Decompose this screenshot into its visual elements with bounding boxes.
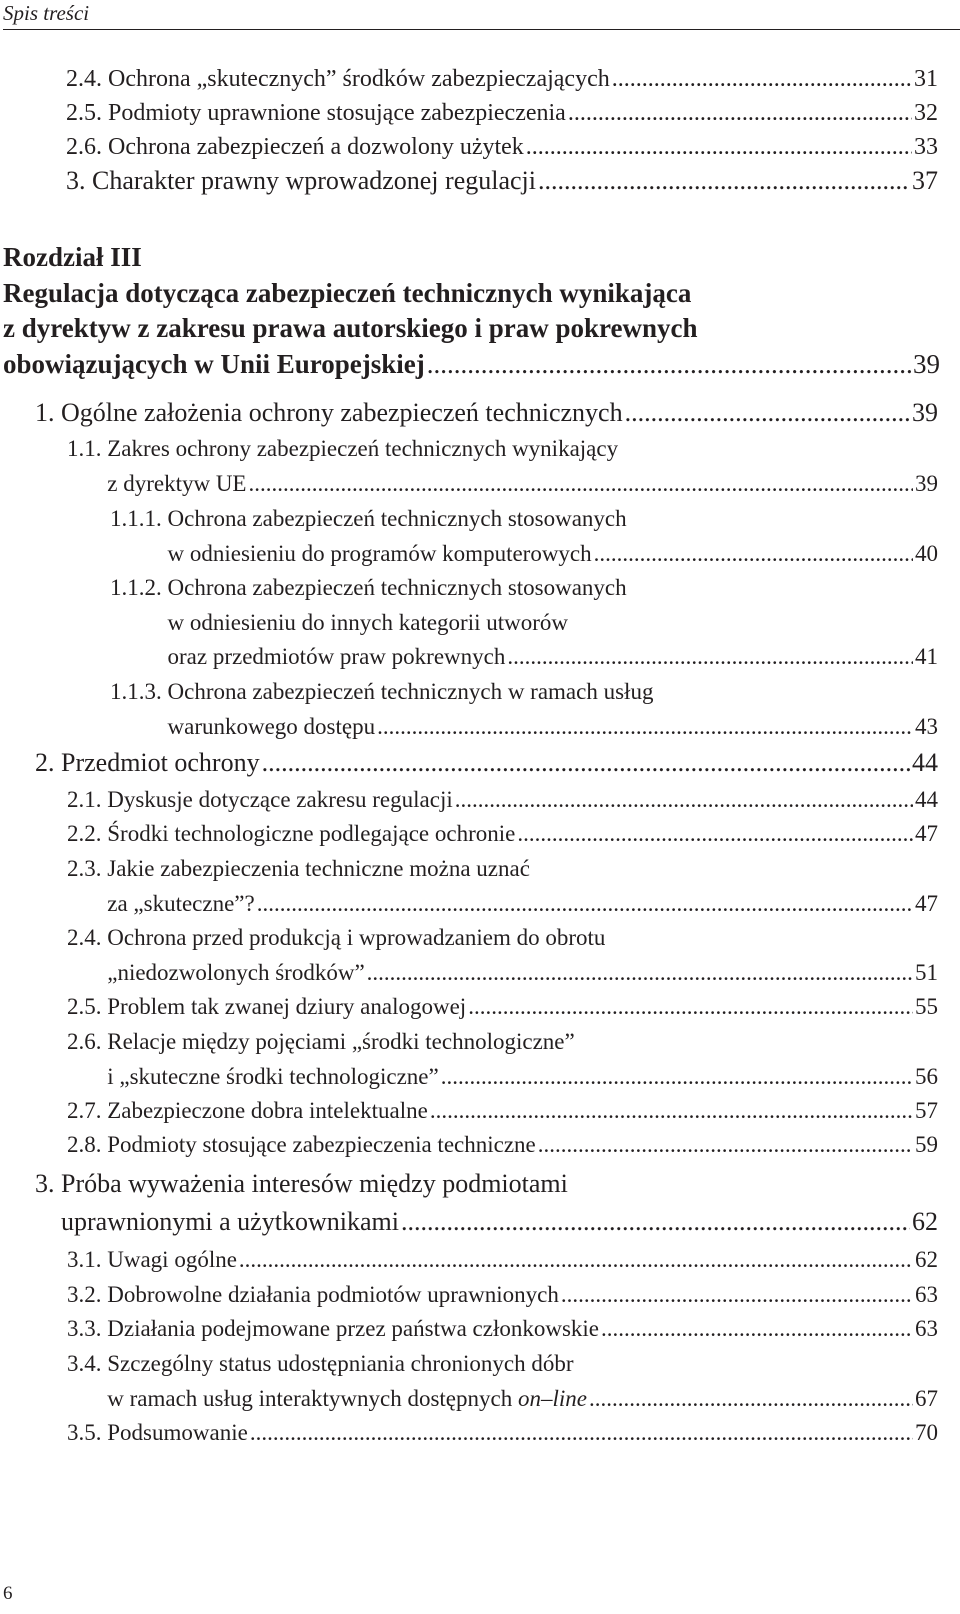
toc-entry-title [107,783,938,818]
toc-entry-title [108,130,938,164]
toc-entry-page-number: 57 [915,1098,938,1123]
toc-entry-number: 3.2. [67,1282,108,1307]
toc-entry-line [61,395,938,431]
toc-entry-text: i „skuteczne środki technologiczne” [107,1063,439,1089]
toc-entry-title [107,1128,938,1163]
toc-entry-number: 2.4. [66,66,108,92]
toc-entry-text: uprawnionymi a użytkownikami [61,1207,399,1236]
toc-entry-title [107,817,938,852]
running-header: Spis treści [3,1,90,25]
toc-entry-page-number: 37 [912,166,938,195]
toc-entry-number: 1. [35,398,61,427]
toc-entry-number: 3.3. [67,1316,108,1341]
toc-entry-title [107,1025,938,1094]
toc-entry-number: 3.1. [67,1247,108,1272]
toc-entry-line [107,887,938,922]
toc-entry-text: Ochrona przed produkcją i wprowadzaniem do obrotu [107,925,606,950]
toc-entry-page-number: 62 [915,1247,938,1272]
toc-entry-number: 3.4. [67,1351,108,1376]
toc-entry [35,395,938,431]
toc-entry-title [107,1416,938,1451]
chapter-label-line [3,240,940,276]
toc-entry [67,1278,938,1313]
dot-leader [589,1382,913,1417]
toc-entry-text: Zakres ochrony zabezpieczeń technicznych wynikający [107,436,619,461]
toc-entry-text: Ochrona zabezpieczeń technicznych stosowanych [167,575,627,600]
toc-entry-line [107,1312,938,1347]
toc-entry-line [107,1416,938,1451]
toc-entry [66,62,938,96]
toc-entry-page-number: 32 [914,100,938,126]
toc-entry-title [168,502,939,571]
toc-entry [67,1416,938,1451]
dot-leader [561,1278,913,1313]
toc-entry-number: 1.1.3. [110,679,168,704]
toc-entry-title [107,921,938,990]
toc-entry-number: 2.7. [67,1098,108,1123]
toc-entry [67,1128,938,1163]
dot-leader [249,467,914,502]
toc-entry [67,783,938,818]
toc-entry-text: Dyskusje dotyczące zakresu regulacji [107,787,453,812]
toc-entry-text: Działania podejmowane przez państwa członkowskie [107,1316,599,1341]
toc-entry [110,675,938,744]
chapter-label: Rozdział III [3,242,142,272]
toc-entry [67,432,938,501]
chapter-title-line-2: z dyrektyw z zakresu prawa autorskiego i praw pokrewnych [3,313,698,343]
dot-leader [250,1416,913,1451]
toc-entry-text: Ochrona zabezpieczeń technicznych w ramach usług [167,679,654,704]
toc-entry-text: warunkowego dostępu [167,713,376,739]
toc-entry-title [107,990,938,1025]
toc-entry-text: Ochrona zabezpieczeń technicznych stosowanych [167,506,627,531]
toc-entry-title [108,62,938,96]
toc-entry-text: Środki technologiczne podlegające ochronie [107,821,516,846]
dot-leader [377,710,913,745]
toc-entry-text: Jakie zabezpieczenia techniczne można uznać [107,856,530,881]
toc-entry-line [107,783,938,818]
toc-entry-text: Ochrona zabezpieczeń a dozwolony użytek [108,134,524,160]
header-rule [3,29,960,30]
toc-entry-line [107,1382,938,1417]
toc-entry-text: w odniesieniu do innych kategorii utworów [167,609,569,635]
chapter-title-line [3,311,940,347]
toc-entry-title [107,1094,938,1129]
toc-entry-text: Ochrona „skutecznych” środków zabezpieczających [108,66,610,92]
toc-entry-number: 3. [66,166,92,195]
toc-entry-number: 2.6. [67,1029,108,1054]
dot-leader [526,130,912,164]
toc-entry-line [168,502,939,537]
toc-entry [66,96,938,130]
toc-entry-line [92,163,938,199]
chapter-title-line-3: obowiązujących w Unii Europejskiej [3,348,425,379]
toc-entry-number: 2.6. [66,134,108,160]
toc-entry-page-number: 51 [915,959,938,985]
toc-entry [67,1025,938,1094]
dot-leader [468,990,913,1025]
dot-leader [262,745,910,781]
toc-entry-text: z dyrektyw UE [107,470,247,496]
toc-entry [110,571,938,675]
toc-entry-line [107,852,938,887]
toc-entry-text: w ramach usług interaktywnych dostępnych [107,1385,518,1411]
chapter-heading [3,240,940,382]
toc-entry-text: „niedozwolonych środków” [107,959,365,985]
toc-entry-line [107,990,938,1025]
toc-entry-page-number: 41 [915,644,938,669]
toc-entry-page-number: 55 [915,994,938,1019]
toc-entry-page-number: 44 [912,748,938,777]
toc-entry-page-number: 63 [915,1282,938,1307]
toc-entry-title [92,163,938,199]
toc-entry-line [61,1165,938,1203]
toc-entry-page-number: 47 [915,890,938,916]
toc-entry [67,852,938,921]
toc-entry-number: 2. [35,748,61,777]
toc-entry-title [168,571,939,675]
toc-entry-page-number: 31 [914,66,938,92]
toc-entry-number: 3.5. [67,1420,108,1445]
toc-entry-title [107,852,938,921]
toc-entry-line [168,537,939,572]
toc-entry-page-number: 43 [915,713,938,739]
toc-entry-line [61,745,938,781]
toc-entry-italic-text: on–line [517,1385,587,1411]
page-number: 6 [3,1583,13,1604]
toc-entry-line [168,675,939,710]
dot-leader [257,887,913,922]
toc-entry-page-number: 70 [915,1420,938,1445]
toc-entry-page-number: 39 [915,470,938,496]
toc-entry-number: 2.8. [67,1132,108,1157]
toc-entry-title [107,1243,938,1278]
toc-entry-page-number: 56 [915,1063,938,1089]
toc-entry-line [168,606,939,641]
toc-entry-number: 1.1.2. [110,575,168,600]
toc-entry-text: Podmioty uprawnione stosujące zabezpieczenia [108,100,566,126]
toc-entry [110,502,938,571]
toc-entry [67,990,938,1025]
toc-entry-page-number: 39 [912,398,938,427]
toc-entry-line [168,710,939,745]
toc-entry-text: Przedmiot ochrony [61,748,260,777]
toc-entry-text: Podsumowanie [107,1420,248,1445]
toc-entry-text: Problem tak zwanej dziury analogowej [107,994,467,1019]
toc-entry-text: Relacje między pojęciami „środki technologiczne” [107,1029,575,1054]
toc-entry-page-number: 59 [915,1132,938,1157]
toc-entry-text: Szczególny status udostępniania chronionych dóbr [107,1351,574,1376]
toc-entry-line [107,1128,938,1163]
toc-entry-title [108,96,938,130]
toc-entry-line [108,96,938,130]
toc-entry-line [107,467,938,502]
toc-entry-line [107,1060,938,1095]
toc-entry-line [107,817,938,852]
toc-entry-number: 2.1. [67,787,108,812]
toc-entry-number: 2.4. [67,925,108,950]
dot-leader [427,347,911,383]
toc-entry-title [107,1312,938,1347]
toc-entry-text: Uwagi ogólne [107,1247,237,1272]
toc-entry-text: oraz przedmiotów praw pokrewnych [167,644,506,669]
toc-entry-title [107,432,938,501]
toc-entry [67,921,938,990]
dot-leader [441,1060,913,1095]
dot-leader [625,395,910,431]
toc-entry [67,1243,938,1278]
toc-entry-page-number: 62 [912,1207,938,1236]
toc-entry-line [107,432,938,467]
dot-leader [538,1128,913,1163]
toc-entry-title [168,675,939,744]
dot-leader [517,817,913,852]
dot-leader [568,96,912,130]
toc-entry-number: 2.5. [67,994,108,1019]
toc-entry-number: 2.5. [66,100,108,126]
toc-entry-text: Dobrowolne działania podmiotów uprawnionych [107,1282,559,1307]
toc-entry-number: 1.1. [67,436,108,461]
toc-entry-text: Próba wyważenia interesów między podmiotami [61,1169,568,1198]
toc-entry [35,745,938,781]
toc-entry-page-number: 40 [915,540,938,566]
toc-entry-title [107,1347,938,1416]
toc-entry-line [107,1094,938,1129]
dot-leader [601,1312,913,1347]
toc-entry-page-number: 67 [915,1385,938,1411]
toc-entry-line [108,62,938,96]
toc-entry-text: Ogólne założenia ochrony zabezpieczeń technicznych [61,398,623,427]
toc-entry-number: 3. [35,1169,61,1198]
toc-entry-line [108,130,938,164]
toc-entry [35,1165,938,1241]
toc-entry [67,1347,938,1416]
toc-entry [67,817,938,852]
dot-leader [594,537,913,572]
toc-entry-page-number: 63 [915,1316,938,1341]
dot-leader [367,956,913,991]
dot-leader [401,1203,910,1241]
chapter-page-number: 39 [913,348,940,379]
toc-entry-page-number: 44 [915,787,938,812]
toc-entry-title [61,745,938,781]
toc-entry-line [107,1025,938,1060]
toc-entry-text: Zabezpieczone dobra intelektualne [107,1098,428,1123]
toc-entry-title [107,1278,938,1313]
dot-leader [239,1243,913,1278]
toc-entry [66,163,938,199]
toc-entry-line [168,640,939,675]
dot-leader [507,640,913,675]
toc-entry [66,130,938,164]
toc-entry-line [107,1278,938,1313]
toc-entry-line [107,921,938,956]
toc-entry-text: Charakter prawny wprowadzonej regulacji [92,166,536,195]
toc-entry-line [168,571,939,606]
toc-entry [67,1094,938,1129]
toc-entry-page-number: 33 [914,134,938,160]
toc-entry-number: 1.1.1. [110,506,168,531]
toc-entry-page-number: 47 [915,821,938,846]
toc-entry-number: 2.2. [67,821,108,846]
toc-entry [67,1312,938,1347]
toc-entry-line [107,1347,938,1382]
toc-entry-line [107,1243,938,1278]
toc-entry-text: za „skuteczne”? [107,890,255,916]
dot-leader [455,783,913,818]
toc-entry-number: 2.3. [67,856,108,881]
dot-leader [612,62,912,96]
toc-entry-title [61,395,938,431]
chapter-title-line [3,276,940,312]
toc-entry-text: Podmioty stosujące zabezpieczenia techniczne [107,1132,536,1157]
chapter-title-line [3,347,940,383]
toc-entry-title [61,1165,938,1241]
dot-leader [538,163,910,199]
toc-entry-line [61,1203,938,1241]
toc-entry-line [107,956,938,991]
dot-leader [430,1094,913,1129]
chapter-title-line-1: Regulacja dotycząca zabezpieczeń technicznych wynikająca [3,277,692,308]
toc-entry-text: w odniesieniu do programów komputerowych [167,540,592,566]
